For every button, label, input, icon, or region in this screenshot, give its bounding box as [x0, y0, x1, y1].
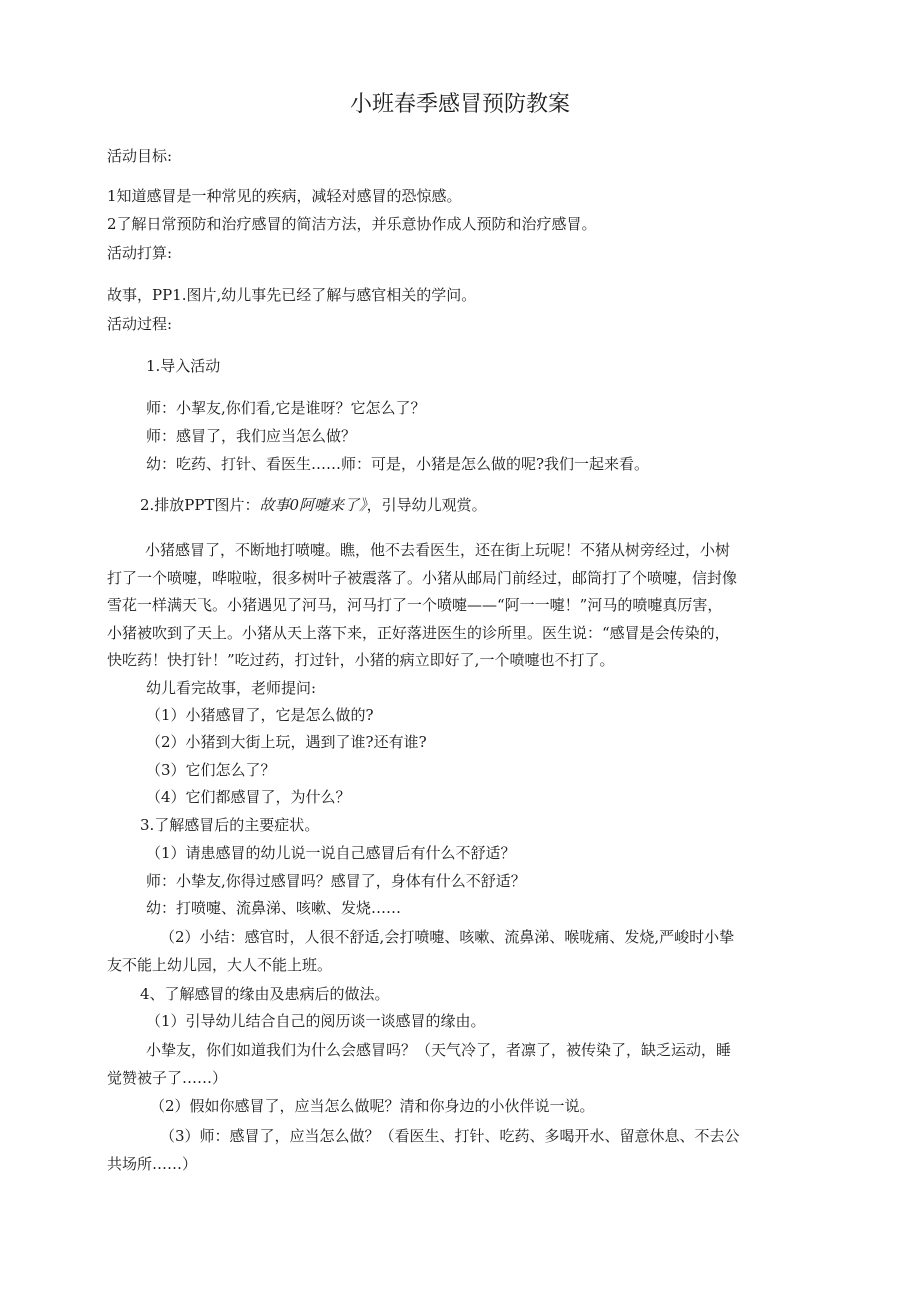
- text-line: 打了一个喷嚏，哗啦啦，很多树叶子被震落了。小猪从邮局门前经过，邮筒打了个喷嚏，信封像: [107, 569, 738, 587]
- document-title: 小班春季感冒预防教案: [349, 92, 570, 117]
- text-line: 雪花一样满天飞。小猪遇见了河马，河马打了一个喷嚏——“阿一一嚏！”河马的喷嚏真厉害，: [107, 596, 723, 614]
- text-line: （3）师：感冒了，应当怎么做？（看医生、打针、吃药、多喝开水、留意休息、不去公: [160, 1127, 740, 1145]
- text-line: 1知道感冒是一种常见的疾病，减轻对感冒的恐惊感。: [107, 187, 462, 205]
- text-line: 小猪感冒了，不断地打喷嚏。瞧，他不去看医生，还在街上玩呢！不猪从树旁经过，小树: [145, 541, 731, 559]
- text-line: 活动目标:: [107, 147, 173, 165]
- text-line: （4）它们都感冒了，为什么？: [146, 788, 351, 806]
- text-line: 师：小挚友,你得过感冒吗？感冒了，身体有什么不舒适？: [146, 872, 526, 890]
- text-line: 故事，PP1.图片,幼儿事先已经了解与感官相关的学问。: [107, 286, 477, 304]
- text-line: （2）小猪到大街上玩，遇到了谁?还有谁?: [146, 733, 427, 751]
- ppt-step-line: [140, 494, 487, 516]
- text-line: 3.了解感冒后的主要症状。: [140, 816, 320, 834]
- text-line: 活动打算:: [107, 244, 173, 262]
- text-line: 觉赞被子了……）: [107, 1069, 228, 1087]
- text-line: （1）小猪感冒了，它是怎么做的?: [146, 706, 374, 724]
- text-line: 活动过程:: [107, 315, 173, 333]
- text-line: 1.导入活动: [146, 357, 221, 375]
- text-line: （1）引导幼儿结合自己的阅历谈一谈感冒的缘由。: [146, 1012, 486, 1030]
- text-line: 小挚友，你们如道我们为什么会感冒吗？（天气冷了，者凛了，被传染了，缺乏运动，睡: [146, 1041, 732, 1059]
- text-line: 幼儿看完故事，老师提问:: [146, 679, 317, 697]
- text-line: 幼：打喷嚏、流鼻涕、咳嗽、发烧……: [146, 899, 402, 917]
- text-line: 共场所……）: [107, 1155, 198, 1173]
- ppt-step-tail: ，引导幼儿观赏。: [366, 496, 487, 514]
- text-line: 幼：吃药、打针、看医生……师：可是，小猪是怎么做的呢?我们一起来看。: [146, 455, 650, 473]
- ppt-step-label: 2.排放PPT图片：: [140, 496, 260, 514]
- text-line: （1）请患感冒的幼儿说一说自己感冒后有什么不舒适？: [146, 844, 516, 862]
- text-line: 师：感冒了，我们应当怎么做？: [146, 427, 357, 445]
- text-line: （2）假如你感冒了，应当怎么做呢？清和你身边的小伙伴说一说。: [150, 1097, 595, 1115]
- text-line: 快吃药！快打针！”吃过药，打过针，小猪的病立即好了,一个喷嚏也不打了。: [107, 651, 615, 669]
- text-line: 小猪被吹到了天上。小猪从天上落下来，正好落进医生的诊所里。医生说：“感冒是会传染的，: [107, 624, 730, 642]
- text-line: 友不能上幼儿园，大人不能上班。: [107, 956, 333, 974]
- text-line: 4、了解感冒的缘由及患病后的做法。: [140, 985, 390, 1003]
- text-line: 2了解日常预防和治疗感冒的简洁方法，并乐意协作成人预防和治疗感冒。: [107, 215, 597, 233]
- story-title: 故事0阿嚏来了》: [259, 496, 367, 514]
- text-line: （2）小结：感官时，人很不舒适,会打喷嚏、咳嗽、流鼻涕、喉咙痛、发烧,严峻时小挚: [160, 928, 735, 946]
- text-line: 师：小挈友,你们看,它是谁呀？它怎么了？: [146, 399, 426, 417]
- text-line: （3）它们怎么了？: [146, 761, 276, 779]
